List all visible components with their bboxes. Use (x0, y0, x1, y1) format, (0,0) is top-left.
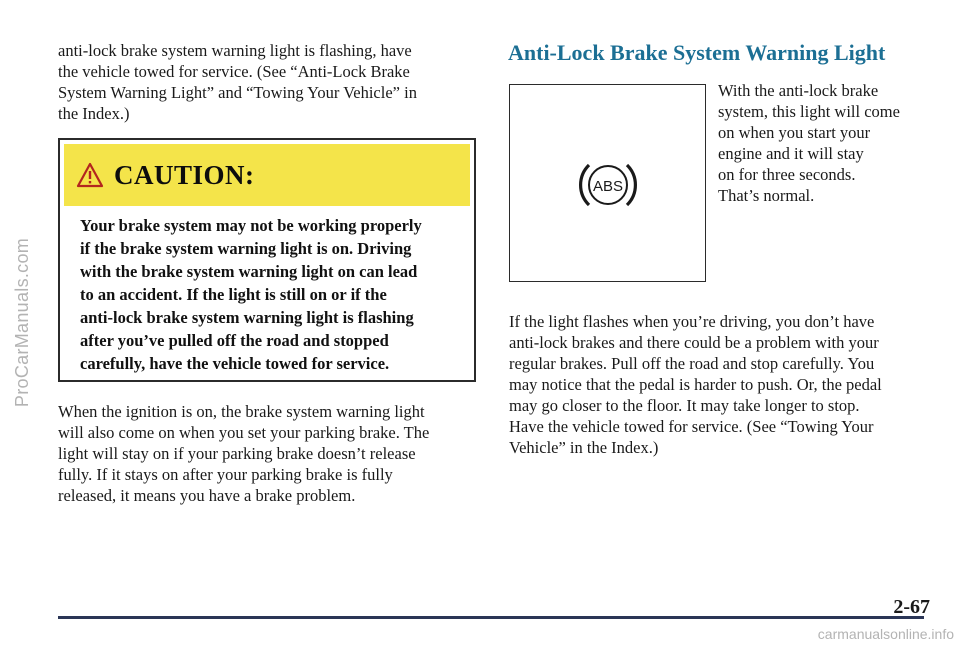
closing-paragraph (58, 401, 488, 506)
flash-line: Have the vehicle towed for service. (See “Towing Your (509, 417, 874, 436)
caution-line: Your brake system may not be working properly (80, 216, 422, 235)
flash-line: Vehicle” in the Index.) (509, 438, 659, 457)
flash-line: regular brakes. Pull off the road and stop carefully. You (509, 354, 875, 373)
caution-header (64, 144, 470, 206)
closing-line: released, it means you have a brake problem. (58, 486, 356, 505)
caution-line: carefully, have the vehicle towed for service. (80, 354, 390, 373)
caution-text (80, 214, 456, 375)
abs-line: on when you start your (718, 123, 871, 142)
closing-line: When the ignition is on, the brake system warning light (58, 402, 425, 421)
abs-icon-label: ABS (592, 178, 624, 195)
abs-line: system, this light will come (718, 102, 900, 121)
closing-line: light will stay on if your parking brake doesn’t release (58, 444, 416, 463)
caution-line: with the brake system warning light on can lead (80, 262, 418, 281)
flash-line: If the light flashes when you’re driving, you don’t have (509, 312, 875, 331)
caution-box (58, 138, 476, 382)
caution-line: to an accident. If the light is still on or if the (80, 285, 387, 304)
abs-line: That’s normal. (718, 186, 815, 205)
intro-paragraph (58, 40, 478, 124)
caution-line: anti-lock brake system warning light is flashing (80, 308, 414, 327)
intro-line: anti-lock brake system warning light is flashing, have (58, 41, 412, 60)
abs-warning-icon (510, 85, 707, 283)
flash-line: may notice that the pedal is harder to push. Or, the pedal (509, 375, 882, 394)
caution-line: after you’ve pulled off the road and stopped (80, 331, 389, 350)
flash-line: anti-lock brakes and there could be a problem with your (509, 333, 879, 352)
warning-triangle-icon (76, 162, 104, 188)
abs-line: on for three seconds. (718, 165, 856, 184)
side-watermark-text: ProCarManuals.com (12, 237, 33, 408)
flash-line: may go closer to the floor. It may take longer to stop. (509, 396, 860, 415)
caution-title: CAUTION: (114, 159, 255, 190)
footer-rule (58, 616, 924, 619)
bottom-watermark: carmanualsonline.info (817, 626, 954, 642)
intro-line: System Warning Light” and “Towing Your Vehicle” in (58, 83, 417, 102)
intro-line: the vehicle towed for service. (See “Anti-Lock Brake (58, 62, 410, 81)
abs-figure (509, 84, 706, 282)
section-heading: Anti-Lock Brake System Warning Light (508, 40, 886, 65)
closing-line: will also come on when you set your parking brake. The (58, 423, 430, 442)
caution-line: if the brake system warning light is on. Driving (80, 239, 412, 258)
intro-line: the Index.) (58, 104, 130, 123)
flash-paragraph (509, 311, 939, 458)
page-number: 2-67 (893, 596, 930, 618)
closing-line: fully. If it stays on after your parking brake is fully (58, 465, 393, 484)
abs-description (718, 80, 918, 206)
abs-line: engine and it will stay (718, 144, 864, 163)
abs-line: With the anti-lock brake (718, 81, 879, 100)
side-watermark (8, 0, 38, 645)
